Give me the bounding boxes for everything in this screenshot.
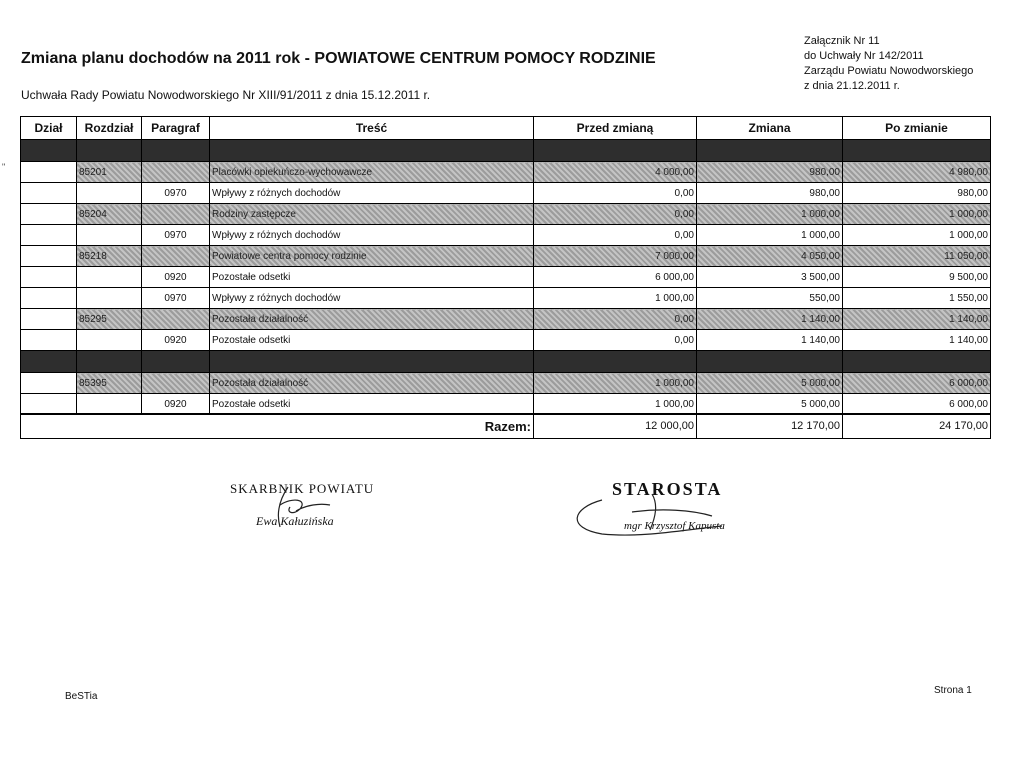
cell-paragraf: 0970 (142, 288, 210, 309)
cell-zmiana: 1 140,00 (697, 309, 843, 330)
table-row (21, 204, 991, 225)
cell-tresc: Pozostałe odsetki (210, 394, 534, 415)
footer-page-number: Strona 1 (934, 685, 972, 696)
annex-line-1: Załącznik Nr 11 (804, 35, 880, 47)
cell-przed: 0,00 (534, 204, 697, 225)
cell-przed: 1 000,00 (534, 373, 697, 394)
cell-paragraf: 0920 (142, 394, 210, 415)
cell-paragraf (142, 204, 210, 225)
table-row (21, 162, 991, 183)
col-header-rozdzial: Rozdział (77, 117, 142, 140)
starosta-name: mgr Krzysztof Kapusta (624, 520, 725, 532)
cell-przed: 1 000,00 (534, 288, 697, 309)
cell-paragraf: 0920 (142, 330, 210, 351)
table-row (21, 309, 991, 330)
table-row (21, 183, 991, 204)
cell-zmiana: 980,00 (697, 183, 843, 204)
cell-przed: 4 000,00 (534, 162, 697, 183)
cell-rozdzial (77, 330, 142, 351)
cell-przed: 0,00 (534, 183, 697, 204)
resolution-subtitle: Uchwała Rady Powiatu Nowodworskiego Nr XIII/91/2011 z dnia 15.12.2011 r. (21, 88, 431, 102)
cell-zmiana: 1 000,00 (697, 204, 843, 225)
cell-po: 1 000,00 (843, 225, 991, 246)
cell-po: 1 000,00 (843, 204, 991, 225)
total-row (21, 414, 991, 439)
cell-po: 11 050,00 (843, 246, 991, 267)
starosta-signature (562, 490, 762, 540)
table-header-row (21, 117, 991, 140)
table-row (21, 267, 991, 288)
col-header-paragraf: Paragraf (142, 117, 210, 140)
table-row (21, 225, 991, 246)
cell-przed: 0,00 (534, 330, 697, 351)
cell-przed: 0,00 (534, 225, 697, 246)
table-row (21, 246, 991, 267)
cell-paragraf: 0970 (142, 183, 210, 204)
cell-tresc: Pozostała działalność (210, 309, 534, 330)
cell-po: 1 550,00 (843, 288, 991, 309)
cell-rozdzial (77, 288, 142, 309)
cell-po: 4 980,00 (843, 162, 991, 183)
cell-zmiana: 1 140,00 (697, 330, 843, 351)
total-po: 24 170,00 (843, 414, 991, 439)
table-row (21, 288, 991, 309)
cell-rozdzial: 85295 (77, 309, 142, 330)
cell-paragraf: 0970 (142, 225, 210, 246)
cell-przed: 1 000,00 (534, 394, 697, 415)
cell-przed: 0,00 (534, 309, 697, 330)
cell-rozdzial (77, 183, 142, 204)
margin-mark: " (2, 162, 6, 172)
cell-zmiana: 3 500,00 (697, 267, 843, 288)
treasurer-name: Ewa Kałuzińska (256, 514, 334, 528)
division-row (21, 140, 991, 162)
cell-tresc: Wpływy z różnych dochodów (210, 183, 534, 204)
cell-przed: 6 000,00 (534, 267, 697, 288)
cell-rozdzial: 85218 (77, 246, 142, 267)
total-table (20, 413, 991, 439)
cell-zmiana: 980,00 (697, 162, 843, 183)
cell-tresc: Powiatowe centra pomocy rodzinie (210, 246, 534, 267)
cell-paragraf (142, 246, 210, 267)
cell-przed: 7 000,00 (534, 246, 697, 267)
cell-tresc: Wpływy z różnych dochodów (210, 288, 534, 309)
cell-po: 1 140,00 (843, 309, 991, 330)
cell-tresc: Pozostałe odsetki (210, 267, 534, 288)
cell-po: 1 140,00 (843, 330, 991, 351)
footer-software: BeSTia (65, 691, 98, 702)
cell-paragraf (142, 373, 210, 394)
cell-rozdzial (77, 394, 142, 415)
cell-po: 980,00 (843, 183, 991, 204)
total-zmiana: 12 170,00 (697, 414, 843, 439)
cell-rozdzial: 85204 (77, 204, 142, 225)
annex-note (804, 34, 973, 94)
annex-line-4: z dnia 21.12.2011 r. (804, 80, 900, 92)
table-row (21, 394, 991, 415)
table-row (21, 373, 991, 394)
cell-po: 9 500,00 (843, 267, 991, 288)
cell-paragraf (142, 309, 210, 330)
cell-tresc: Rodziny zastępcze (210, 204, 534, 225)
cell-po: 6 000,00 (843, 394, 991, 415)
annex-line-3: Zarządu Powiatu Nowodworskiego (804, 65, 974, 77)
cell-zmiana: 4 050,00 (697, 246, 843, 267)
budget-table (20, 116, 991, 415)
starosta-title: STAROSTA (612, 479, 723, 499)
cell-tresc: Pozostała działalność (210, 373, 534, 394)
cell-paragraf: 0920 (142, 267, 210, 288)
cell-tresc: Wpływy z różnych dochodów (210, 225, 534, 246)
cell-tresc: Placówki opiekuńczo-wychowawcze (210, 162, 534, 183)
page-title: Zmiana planu dochodów na 2011 rok - POWIATOWE CENTRUM POMOCY RODZINIE (21, 50, 656, 67)
col-header-po: Po zmianie (843, 117, 991, 140)
cell-paragraf (142, 162, 210, 183)
cell-tresc: Pozostałe odsetki (210, 330, 534, 351)
cell-zmiana: 5 000,00 (697, 373, 843, 394)
col-header-tresc: Treść (210, 117, 534, 140)
cell-rozdzial: 85201 (77, 162, 142, 183)
treasurer-signature (250, 485, 340, 530)
cell-rozdzial: 85395 (77, 373, 142, 394)
total-przed: 12 000,00 (534, 414, 697, 439)
cell-zmiana: 5 000,00 (697, 394, 843, 415)
cell-rozdzial (77, 267, 142, 288)
col-header-zmiana: Zmiana (697, 117, 843, 140)
annex-line-2: do Uchwały Nr 142/2011 (804, 50, 924, 62)
col-header-dzial: Dział (21, 117, 77, 140)
cell-rozdzial (77, 225, 142, 246)
treasurer-title: SKARBNIK POWIATU (230, 481, 375, 496)
cell-zmiana: 550,00 (697, 288, 843, 309)
division-row (21, 351, 991, 373)
cell-zmiana: 1 000,00 (697, 225, 843, 246)
table-row (21, 330, 991, 351)
col-header-przed: Przed zmianą (534, 117, 697, 140)
total-label: Razem: (21, 414, 534, 439)
cell-po: 6 000,00 (843, 373, 991, 394)
